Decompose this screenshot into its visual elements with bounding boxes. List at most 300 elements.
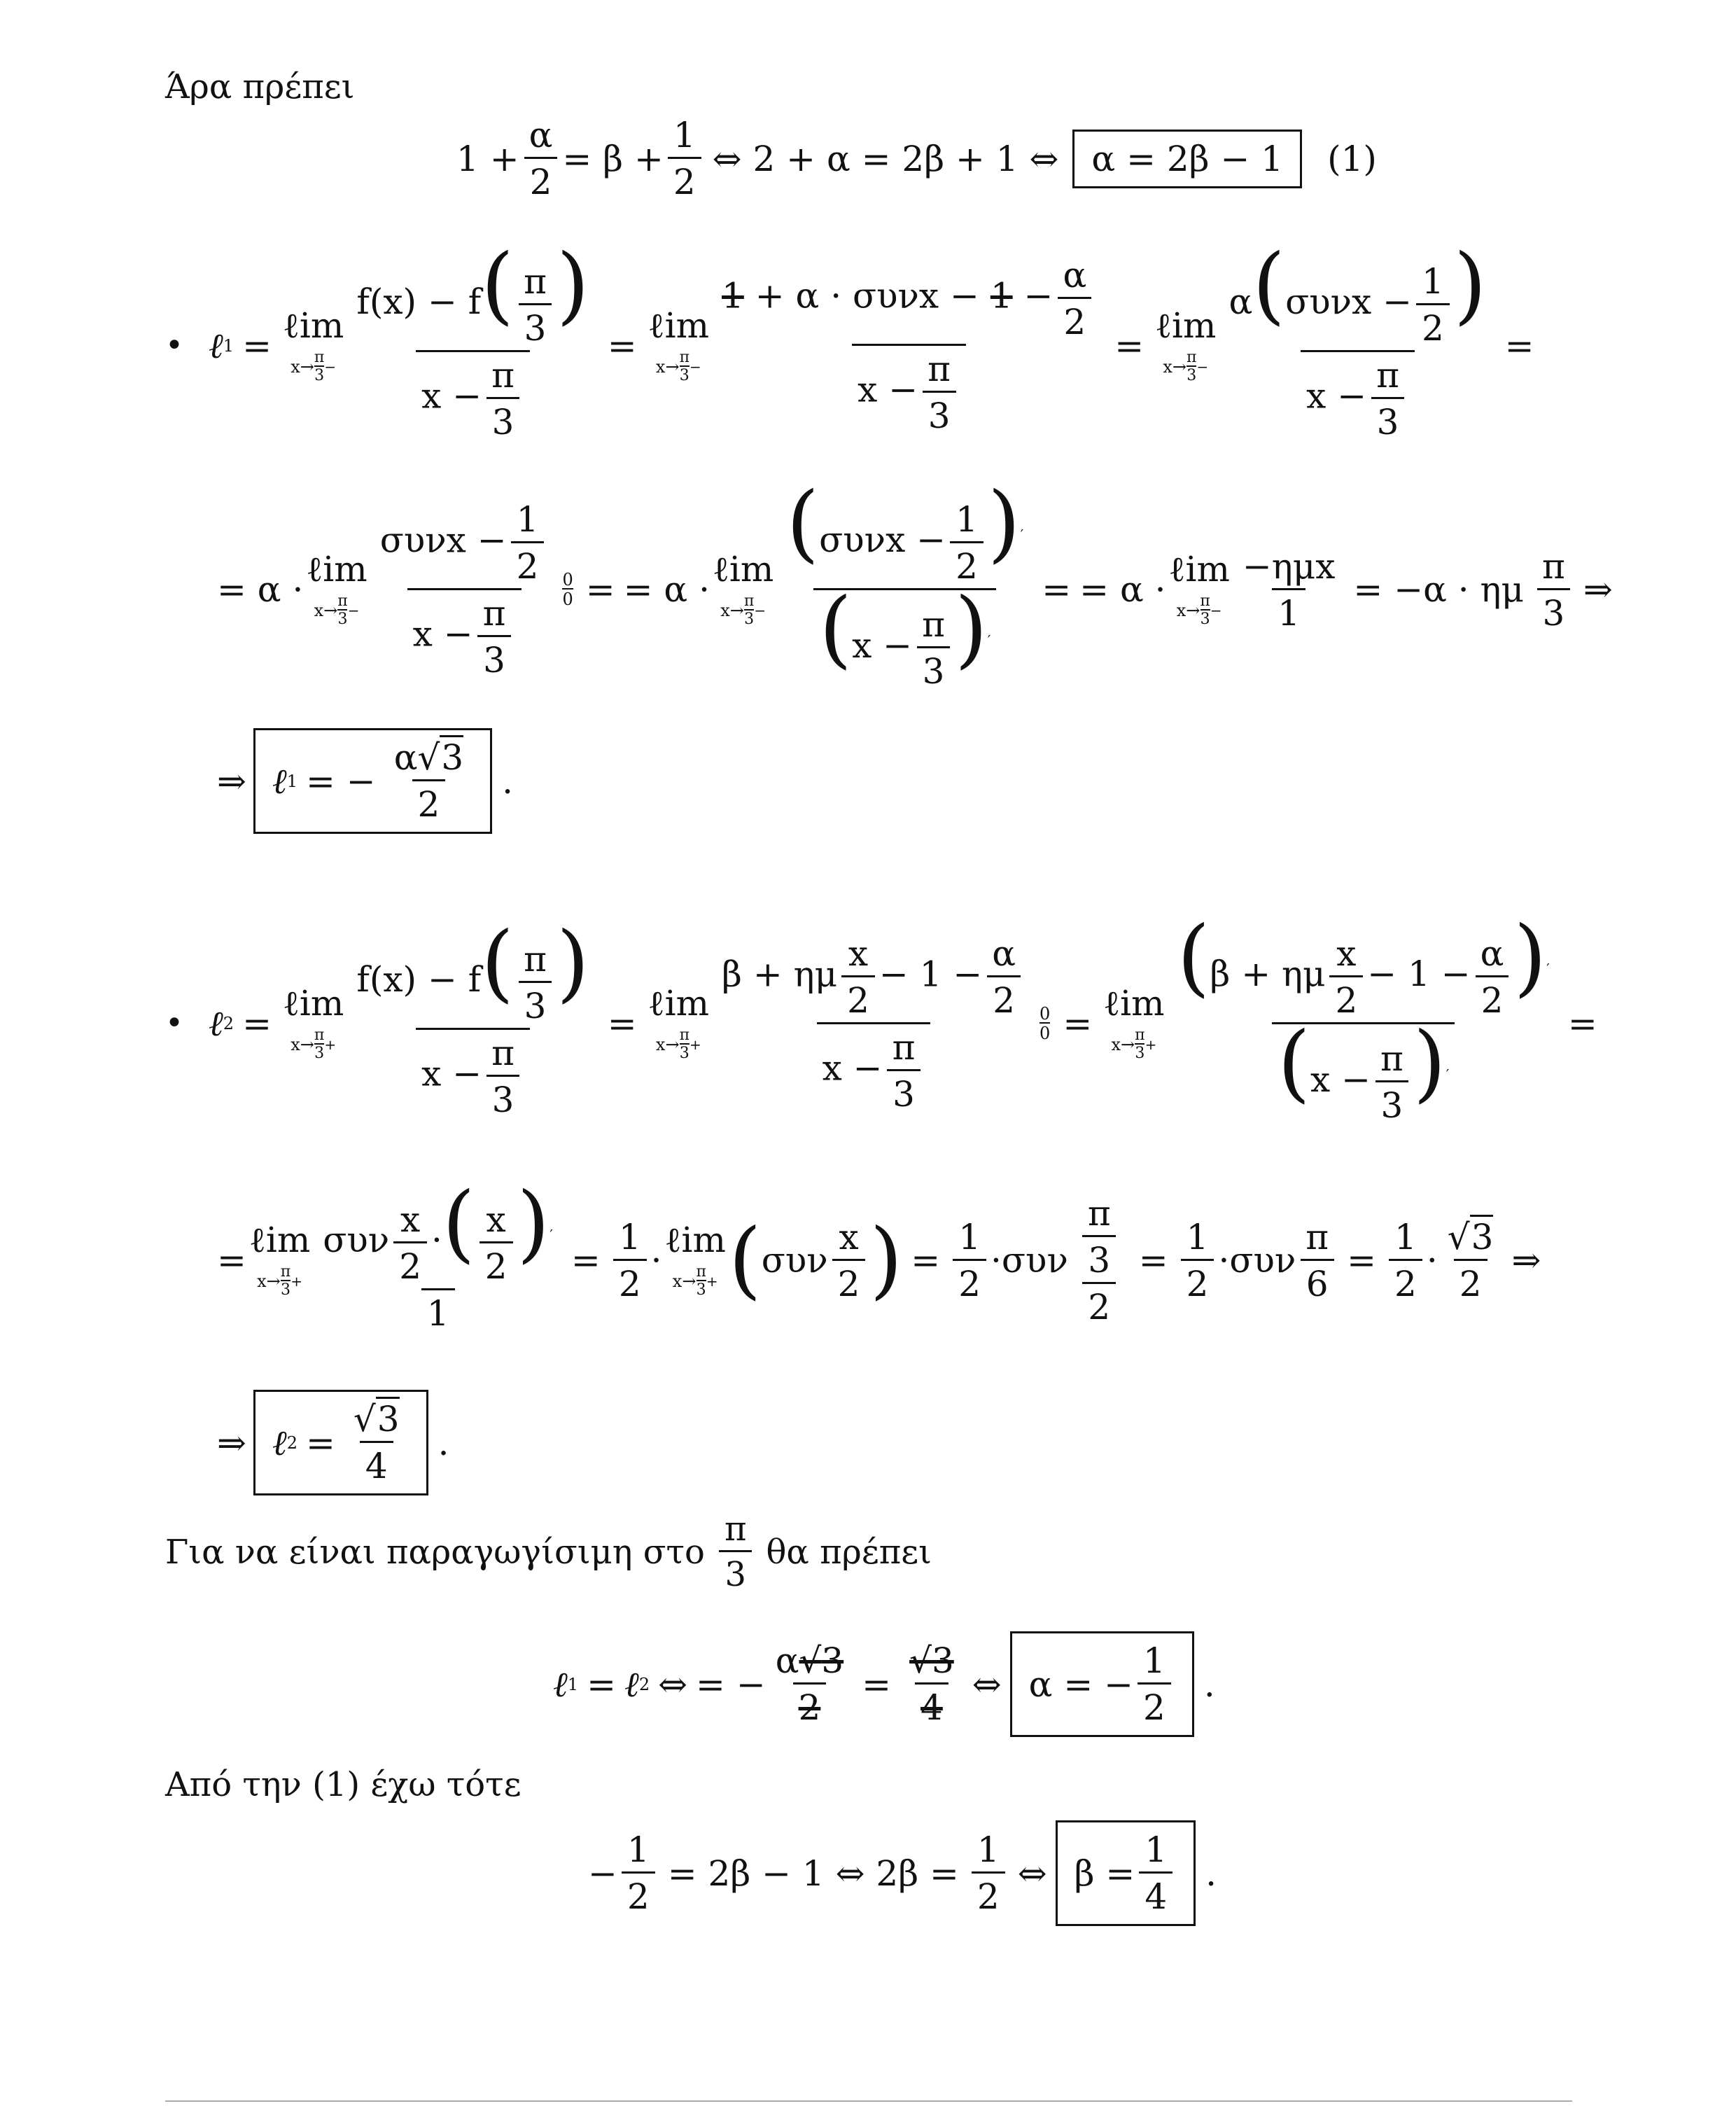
x-over-2 bbox=[832, 1216, 866, 1304]
ell-index: 1 bbox=[286, 771, 298, 791]
paren: ( bbox=[1252, 237, 1286, 334]
lim-text: ℓim bbox=[1103, 983, 1165, 1024]
den-text: x − bbox=[421, 1053, 482, 1094]
numerator bbox=[716, 255, 1102, 344]
one-over-two bbox=[972, 1829, 1005, 1917]
limit-subscript bbox=[1111, 1028, 1156, 1061]
fraction-l1-a bbox=[351, 237, 594, 442]
x-over-2 bbox=[479, 1199, 513, 1287]
den-text: x − bbox=[858, 369, 918, 410]
beta-mid: = 2β − 1 ⇔ 2β = bbox=[667, 1853, 959, 1894]
lim-text: ℓim bbox=[248, 1220, 311, 1261]
three: 3 bbox=[887, 1069, 920, 1112]
pi: π bbox=[491, 1032, 514, 1073]
alpha-times: = α · bbox=[1079, 569, 1166, 610]
l2-definition bbox=[165, 909, 1606, 1126]
numerator bbox=[1223, 237, 1492, 350]
two: 2 bbox=[1058, 297, 1091, 340]
sqrt-arg: 3 bbox=[1470, 1215, 1494, 1257]
paren: ) bbox=[1413, 1014, 1446, 1112]
paren: ) bbox=[954, 580, 988, 678]
ell-symbol: ℓ bbox=[272, 760, 287, 802]
ell-symbol: ℓ bbox=[272, 1422, 287, 1463]
two: 2 bbox=[1082, 1282, 1116, 1325]
numerator bbox=[1072, 1193, 1126, 1282]
denominator: 2 bbox=[524, 157, 558, 200]
x-to: x→ bbox=[720, 601, 744, 620]
two: 2 bbox=[1329, 975, 1363, 1018]
fraction-cos-minus-half bbox=[374, 498, 554, 681]
zero-over-zero bbox=[562, 571, 573, 608]
pi-over-3 bbox=[518, 938, 552, 1026]
denominator bbox=[416, 350, 530, 440]
num-text: f(x) − f bbox=[356, 959, 482, 1000]
equals-minus: = − bbox=[306, 760, 376, 802]
pi-over-3 bbox=[1135, 1028, 1144, 1061]
period: . bbox=[1205, 1853, 1217, 1894]
one: 1 bbox=[1144, 1829, 1168, 1870]
x-to: x→ bbox=[1176, 601, 1200, 620]
pi: π bbox=[679, 1026, 690, 1044]
lim-text: ℓim bbox=[306, 549, 368, 590]
equals: = bbox=[1567, 1003, 1597, 1044]
fraction-derivatives bbox=[780, 475, 1029, 692]
from-eq1-sentence bbox=[165, 1765, 522, 1804]
zero-over-zero bbox=[1040, 1005, 1050, 1042]
one: 1 bbox=[955, 498, 978, 540]
den-text: x − bbox=[421, 375, 482, 416]
prime: ′ bbox=[1020, 526, 1024, 543]
pi: π bbox=[1380, 1038, 1404, 1079]
pi-over-3 bbox=[887, 1026, 921, 1115]
limit-subscript bbox=[673, 1264, 718, 1298]
zero: 0 bbox=[562, 570, 573, 590]
numerator: −ημx bbox=[1242, 545, 1336, 587]
pi: π bbox=[922, 604, 945, 645]
three: 3 bbox=[1371, 397, 1405, 440]
two: 2 bbox=[953, 1259, 986, 1302]
limit-subscript bbox=[290, 350, 336, 384]
l1-derivation bbox=[217, 475, 1621, 692]
three: 3 bbox=[1376, 1080, 1409, 1123]
lim-text: ℓim bbox=[1155, 305, 1217, 346]
paren: ) bbox=[517, 1175, 550, 1272]
boxed-l1 bbox=[253, 728, 492, 834]
x-to: x→ bbox=[257, 1271, 281, 1292]
prime: ′ bbox=[987, 631, 991, 648]
one: 1 bbox=[1143, 1640, 1166, 1681]
alpha-times: = α · bbox=[623, 569, 710, 610]
limit-operator bbox=[282, 983, 344, 1062]
fraction-alpha-sqrt3-over-2 bbox=[770, 1640, 849, 1728]
bullet: • bbox=[165, 1005, 183, 1041]
equals: = bbox=[570, 1240, 601, 1281]
paren: ( bbox=[1177, 909, 1210, 1006]
limit-subscript bbox=[290, 1028, 336, 1061]
paren: ( bbox=[728, 1211, 762, 1309]
numerator: α bbox=[528, 115, 553, 155]
left-limit: − bbox=[347, 602, 360, 619]
paren: ( bbox=[1278, 1014, 1310, 1112]
three: 3 bbox=[337, 611, 348, 628]
left-limit: − bbox=[690, 358, 701, 375]
denominator: 2 bbox=[412, 779, 446, 822]
two: 2 bbox=[1138, 1682, 1171, 1725]
alpha-over-2 bbox=[1475, 933, 1510, 1021]
denominator bbox=[852, 344, 966, 437]
two: 2 bbox=[1389, 1259, 1422, 1302]
x-to: x→ bbox=[655, 356, 680, 377]
boxed-text: α = − bbox=[1028, 1664, 1134, 1705]
one-over-two bbox=[613, 1216, 647, 1304]
num-text: β + ημ bbox=[1210, 954, 1326, 994]
l1-result bbox=[217, 728, 513, 834]
right-limit: + bbox=[690, 1036, 701, 1053]
one-over-two bbox=[1389, 1216, 1422, 1304]
one: 1 bbox=[618, 1216, 641, 1257]
dot: · bbox=[431, 1220, 442, 1260]
num-text: β + ημ bbox=[722, 954, 838, 994]
two: 2 bbox=[479, 1241, 513, 1284]
numerator bbox=[770, 1640, 849, 1682]
one-over-two bbox=[953, 1216, 986, 1304]
denominator bbox=[407, 588, 522, 681]
three: 3 bbox=[314, 366, 325, 384]
cancelled-sqrt3: √3 bbox=[799, 1640, 844, 1681]
three: 3 bbox=[1135, 1045, 1145, 1062]
num-text: συνx − bbox=[819, 519, 946, 560]
alpha-over-2 bbox=[986, 933, 1021, 1021]
paren: ) bbox=[556, 237, 589, 334]
left-limit: − bbox=[1210, 602, 1222, 619]
one-over-four bbox=[1139, 1829, 1172, 1917]
den-text: x − bbox=[1310, 1059, 1371, 1100]
three: 3 bbox=[1186, 366, 1197, 384]
equals: = bbox=[306, 1422, 335, 1463]
paren: ( bbox=[481, 237, 514, 334]
x: x bbox=[848, 933, 869, 974]
num-text: συνx − bbox=[379, 519, 507, 560]
three: 3 bbox=[477, 635, 511, 678]
two: 2 bbox=[841, 975, 875, 1018]
right-limit: + bbox=[706, 1273, 718, 1290]
cancelled-sqrt3: √3 bbox=[909, 1640, 954, 1681]
pi: π bbox=[1200, 592, 1210, 610]
numerator: √3 bbox=[348, 1402, 405, 1441]
x-to: x→ bbox=[290, 1035, 314, 1054]
denominator: 2 bbox=[668, 157, 701, 200]
paren: ( bbox=[442, 1175, 475, 1272]
eq1-rest: ⇔ 2 + α = 2β + 1 ⇔ bbox=[712, 138, 1059, 179]
sqrt-arg: 3 bbox=[931, 1640, 954, 1681]
minus: = − bbox=[696, 1664, 766, 1705]
limit-subscript bbox=[656, 350, 701, 384]
l1-definition bbox=[165, 237, 1543, 442]
x-over-2 bbox=[841, 933, 875, 1021]
four: 4 bbox=[1139, 1871, 1172, 1914]
sqrt3-over-2 bbox=[1442, 1216, 1499, 1304]
pi-over-3 bbox=[696, 1264, 706, 1298]
x-to: x→ bbox=[1111, 1035, 1135, 1054]
dot: · bbox=[650, 1240, 662, 1281]
pi: π bbox=[1135, 1026, 1145, 1044]
one-over-two bbox=[511, 498, 545, 587]
pi: π bbox=[696, 1263, 706, 1281]
ell-index: 1 bbox=[223, 335, 234, 356]
one: 1 bbox=[958, 1216, 981, 1257]
x-to: x→ bbox=[1163, 356, 1186, 377]
pi: π bbox=[1306, 1216, 1329, 1257]
fraction-1-over-2 bbox=[668, 115, 701, 202]
three: 3 bbox=[281, 1281, 291, 1299]
alpha: α bbox=[992, 933, 1016, 974]
two: 2 bbox=[832, 1259, 866, 1302]
denominator: 1 bbox=[421, 1288, 455, 1331]
den-text: x − bbox=[412, 613, 473, 654]
fraction-l2-a bbox=[351, 914, 594, 1120]
period: . bbox=[438, 1422, 449, 1463]
paren: ) bbox=[556, 914, 589, 1012]
limit-operator bbox=[1168, 549, 1230, 628]
x-to: x→ bbox=[314, 601, 338, 620]
ell-index: 1 bbox=[567, 1674, 579, 1694]
equality-condition bbox=[553, 1631, 1215, 1737]
two: 2 bbox=[972, 1871, 1005, 1914]
x: x bbox=[839, 1216, 859, 1257]
lim-text: ℓim bbox=[712, 549, 774, 590]
pi: π bbox=[679, 348, 690, 366]
right-limit: + bbox=[324, 1036, 337, 1053]
sentence-end: θα πρέπει bbox=[766, 1532, 932, 1572]
equals: = bbox=[1347, 1240, 1377, 1281]
ell-index: 2 bbox=[638, 1674, 650, 1694]
ara-prepei-text: Άρα πρέπει bbox=[165, 67, 355, 106]
fraction-alpha-sqrt3-over-2 bbox=[388, 737, 469, 825]
pi-over-3 bbox=[1200, 594, 1210, 627]
equals: = bbox=[862, 1664, 892, 1705]
three: 3 bbox=[486, 1075, 520, 1117]
beta-equation bbox=[588, 1820, 1217, 1926]
sentence: Από την (1) έχω τότε bbox=[165, 1765, 522, 1804]
left-limit: − bbox=[324, 358, 337, 375]
cos-text: συν bbox=[1229, 1240, 1296, 1281]
lim-text: ℓim bbox=[664, 1220, 726, 1261]
prime: ′ bbox=[1546, 960, 1550, 977]
numerator bbox=[780, 475, 1029, 588]
pi-over-3 bbox=[314, 350, 324, 384]
zero: 0 bbox=[562, 590, 573, 609]
inner-text: συνx − bbox=[1285, 281, 1412, 322]
prime: ′ bbox=[550, 1226, 553, 1243]
pi: π bbox=[524, 938, 547, 979]
limit-subscript bbox=[1177, 594, 1222, 627]
x: x bbox=[486, 1199, 506, 1240]
three: 3 bbox=[314, 1045, 325, 1062]
pi: π bbox=[892, 1026, 916, 1068]
cancelled-one: 1 bbox=[990, 275, 1013, 316]
denominator bbox=[416, 1028, 530, 1120]
paren: ) bbox=[869, 1211, 903, 1309]
equals: = bbox=[242, 1003, 272, 1044]
period: . bbox=[502, 760, 514, 802]
pi: π bbox=[314, 1026, 325, 1044]
pi-over-3 bbox=[744, 594, 754, 627]
alpha: α bbox=[1063, 255, 1087, 296]
num-text: f(x) − f bbox=[356, 281, 482, 322]
two: 2 bbox=[1476, 975, 1509, 1018]
equation-label: (1) bbox=[1327, 138, 1377, 179]
den-text: x − bbox=[852, 625, 913, 666]
cos-text: συν bbox=[323, 1220, 390, 1260]
ell-index: 2 bbox=[286, 1432, 298, 1453]
l2-derivation bbox=[217, 1175, 1549, 1334]
equals: = bbox=[217, 1240, 246, 1281]
num-text: − 1 − bbox=[1367, 954, 1471, 994]
limit-subscript bbox=[656, 1028, 701, 1061]
fraction-alpha-over-2 bbox=[524, 115, 559, 202]
left-limit: − bbox=[1196, 358, 1209, 375]
right-limit: + bbox=[290, 1273, 303, 1290]
sentence-start: Για να είναι παραγωγίσιμη στο bbox=[165, 1532, 705, 1572]
equals: = bbox=[1114, 325, 1144, 366]
eq1-lhs: 1 + bbox=[456, 138, 519, 179]
lim-text: ℓim bbox=[648, 305, 710, 346]
boxed-alpha-2beta-minus-1 bbox=[1072, 130, 1302, 188]
paren: ( bbox=[786, 475, 820, 572]
alpha-times: = α · bbox=[217, 569, 304, 610]
pi-over-3 bbox=[1082, 1193, 1116, 1281]
three: 3 bbox=[679, 1045, 690, 1062]
pi: π bbox=[927, 349, 951, 390]
fraction-l2-b bbox=[716, 933, 1031, 1115]
ell-symbol: ℓ bbox=[624, 1664, 639, 1705]
fraction-l1-b bbox=[716, 255, 1102, 437]
paren: ) bbox=[987, 475, 1021, 572]
pi: π bbox=[524, 260, 547, 302]
den-text: x − bbox=[822, 1047, 883, 1088]
limit-subscript bbox=[720, 594, 766, 627]
numerator: π bbox=[1542, 545, 1565, 587]
fraction-sqrt3-over-4 bbox=[904, 1640, 960, 1728]
ell-index: 2 bbox=[223, 1014, 234, 1033]
dot: · bbox=[1218, 1240, 1230, 1281]
limit-operator bbox=[249, 1222, 310, 1298]
three: 3 bbox=[486, 397, 520, 440]
lim-text: ℓim bbox=[648, 983, 710, 1024]
boxed-text: β = bbox=[1074, 1853, 1135, 1894]
limit-operator bbox=[1155, 305, 1217, 384]
numerator bbox=[374, 498, 554, 588]
numerator: 1 bbox=[673, 115, 696, 155]
iff: ⇔ bbox=[1017, 1853, 1047, 1894]
paren: ) bbox=[1453, 237, 1487, 334]
cancelled-four: 4 bbox=[915, 1682, 948, 1725]
limit-subscript bbox=[257, 1264, 302, 1298]
two: 2 bbox=[1454, 1259, 1488, 1302]
pi: π bbox=[1087, 1193, 1111, 1234]
num-text: + α · συνx − bbox=[755, 275, 979, 316]
zero: 0 bbox=[1040, 1004, 1051, 1024]
sqrt3-over-4 bbox=[348, 1399, 405, 1486]
prime: ′ bbox=[1446, 1065, 1450, 1082]
left-limit: − bbox=[754, 602, 766, 619]
limit-subscript bbox=[1163, 350, 1208, 384]
implies: ⇒ bbox=[1511, 1240, 1541, 1281]
x-to: x→ bbox=[290, 356, 314, 377]
one-over-two bbox=[622, 1829, 655, 1917]
equals: = bbox=[587, 1664, 617, 1705]
one: 1 bbox=[626, 1829, 650, 1870]
fraction-l1-c bbox=[1223, 237, 1492, 442]
two: 2 bbox=[1181, 1259, 1214, 1302]
two: 2 bbox=[987, 975, 1021, 1018]
x-over-2 bbox=[393, 1199, 427, 1287]
pi: π bbox=[1376, 354, 1399, 396]
equals: = bbox=[585, 569, 615, 610]
equals: = bbox=[607, 325, 637, 366]
equals: = bbox=[1042, 569, 1072, 610]
boxed-alpha-minus-half bbox=[1010, 1631, 1194, 1737]
pi-over-3 bbox=[680, 350, 690, 384]
limit-operator bbox=[648, 305, 710, 384]
paren: ) bbox=[1513, 909, 1547, 1006]
three: 3 bbox=[744, 611, 755, 628]
six: 6 bbox=[1301, 1259, 1334, 1302]
lim-text: ℓim bbox=[282, 305, 344, 346]
pi3-over-2 bbox=[1072, 1193, 1126, 1328]
numerator bbox=[317, 1175, 559, 1288]
pi-over-3 bbox=[486, 354, 520, 442]
footer-rule bbox=[165, 2100, 1572, 2102]
alpha: α bbox=[1480, 933, 1504, 974]
numerator: α√3 bbox=[388, 740, 469, 779]
limit-operator bbox=[665, 1222, 726, 1298]
ell-symbol: ℓ bbox=[553, 1664, 568, 1705]
fraction-l2-derivatives bbox=[1172, 909, 1555, 1126]
one-over-two bbox=[1138, 1640, 1171, 1728]
paren: ( bbox=[819, 580, 853, 678]
num-text: − 1 − bbox=[878, 954, 983, 994]
iff: ⇔ bbox=[972, 1664, 1002, 1705]
limit-subscript bbox=[314, 594, 360, 627]
implies: ⇒ bbox=[1583, 569, 1613, 610]
implies: ⇒ bbox=[217, 1422, 246, 1463]
one: 1 bbox=[1394, 1216, 1417, 1257]
one: 1 bbox=[1421, 260, 1444, 302]
limit-operator bbox=[1103, 983, 1165, 1062]
cos-text: συν bbox=[761, 1240, 828, 1281]
alpha: α bbox=[775, 1640, 799, 1681]
limit-operator bbox=[282, 305, 344, 384]
boxed-text: α = 2β − 1 bbox=[1091, 138, 1284, 179]
pi-over-3 bbox=[922, 349, 956, 437]
three: 3 bbox=[1200, 611, 1210, 628]
equals: = bbox=[1504, 325, 1534, 366]
alpha-over-2 bbox=[1057, 255, 1092, 343]
denominator: 3 bbox=[1537, 588, 1571, 631]
one: 1 bbox=[516, 498, 539, 540]
two: 2 bbox=[613, 1259, 647, 1302]
pi-over-3 bbox=[1536, 545, 1571, 634]
fraction-cos-chain bbox=[317, 1175, 559, 1334]
four: 4 bbox=[360, 1441, 393, 1484]
minus: − bbox=[588, 1853, 617, 1894]
one: 1 bbox=[976, 1829, 1000, 1870]
denominator bbox=[1272, 1014, 1455, 1126]
three: 3 bbox=[696, 1281, 706, 1299]
pi-over-3 bbox=[486, 1032, 520, 1120]
right-limit: + bbox=[1144, 1036, 1157, 1053]
